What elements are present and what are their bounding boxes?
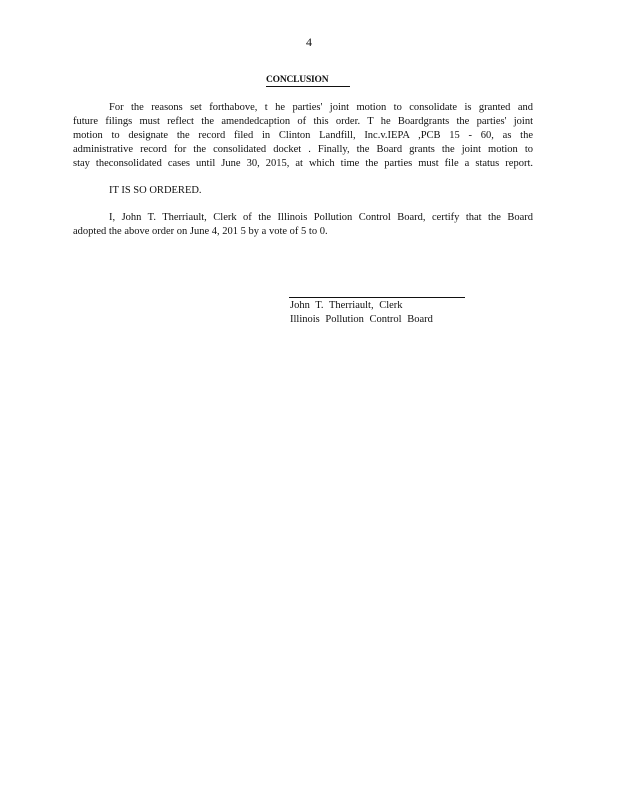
ordered-statement: IT IS SO ORDERED. [109, 185, 202, 196]
certification-paragraph [73, 211, 533, 239]
section-heading-underline [266, 74, 350, 87]
paragraph-line: For the reasons set forthabove, t he parties' joint motion to consolidate is granted and [109, 102, 533, 113]
signature-block [290, 299, 433, 327]
conclusion-paragraph [73, 101, 533, 171]
signature-line [289, 297, 465, 298]
paragraph-line: motion to designate the record filed in Clinton Landfill, Inc.v.IEPA ,PCB 15 - 60, as the [73, 130, 533, 141]
section-heading: CONCLUSION [266, 75, 329, 85]
signer-organization: Illinois Pollution Control Board [290, 314, 433, 325]
paragraph-line: I, John T. Therriault, Clerk of the Illinois Pollution Control Board, certify that the Board [109, 212, 533, 223]
paragraph-line: adopted the above order on June 4, 201 5 by a vote of 5 to 0. [73, 226, 328, 237]
paragraph-line: administrative record for the consolidated docket . Finally, the Board grants the joint motion to [73, 144, 533, 155]
signer-name: John T. Therriault, Clerk [290, 300, 403, 311]
paragraph-line: stay theconsolidated cases until June 30, 2015, at which time the parties must file a status report. [73, 158, 533, 169]
page-number: 4 [306, 35, 312, 49]
paragraph-line: future filings must reflect the amendedcaption of this order. T he Boardgrants the parties' joint [73, 116, 533, 127]
